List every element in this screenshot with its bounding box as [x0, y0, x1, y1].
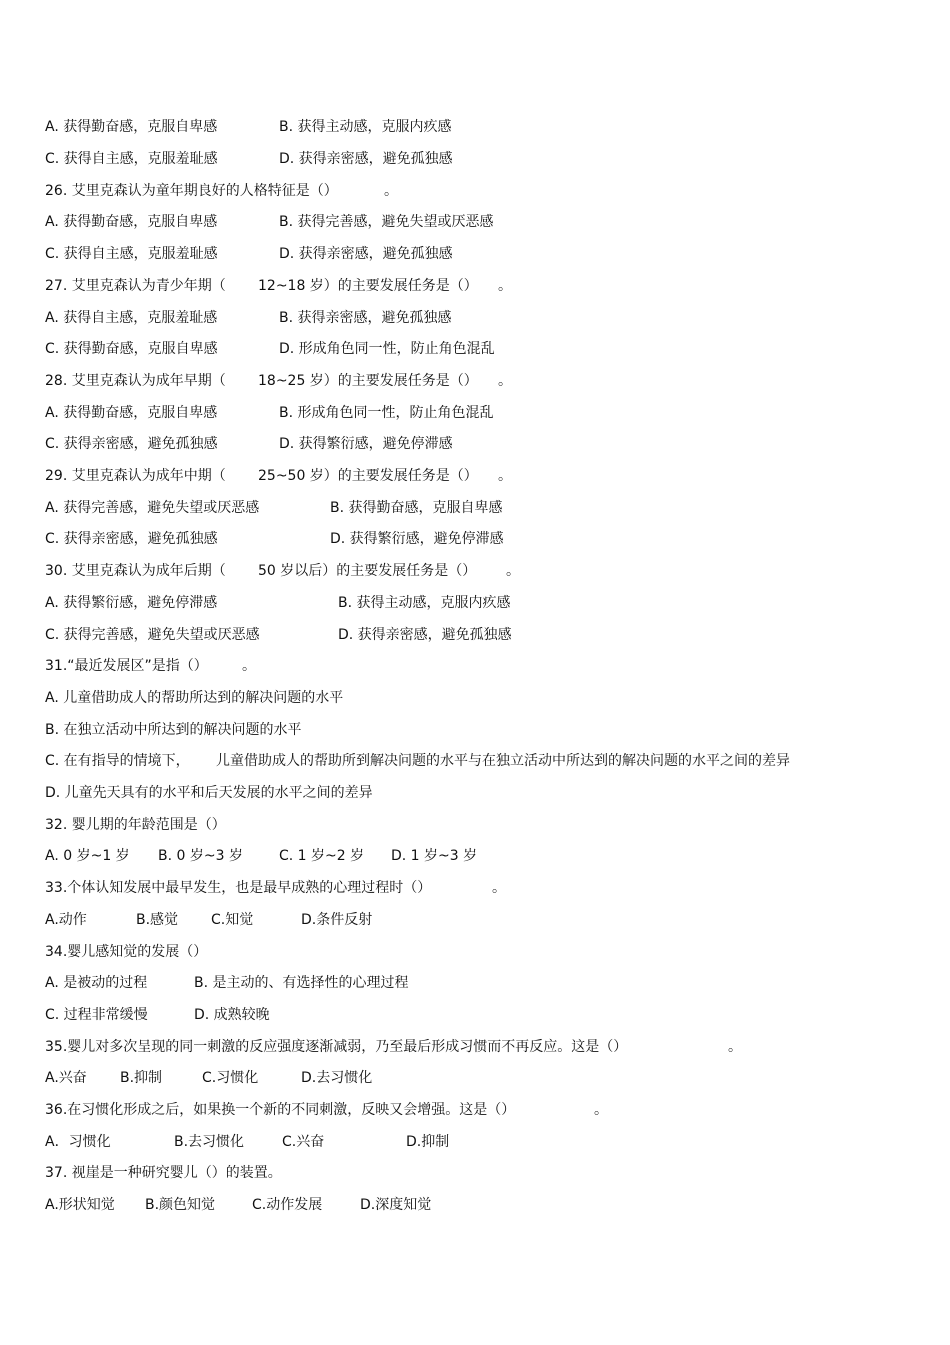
- option-c: C. 获得自主感，克服羞耻感: [45, 151, 218, 167]
- option-c: C. 在有指导的情境下，: [45, 753, 190, 769]
- option-d: D. 形成角色同一性，防止角色混乱: [279, 341, 495, 357]
- question-text: 37. 视崖是一种研究婴儿（）的装置。: [45, 1165, 282, 1181]
- option-a: A.兴奋: [45, 1070, 87, 1086]
- option-a: A. 儿童借助成人的帮助所达到的解决问题的水平: [45, 690, 344, 706]
- option-d: D. 儿童先天具有的水平和后天发展的水平之间的差异: [45, 785, 373, 801]
- option-c: C.习惯化: [202, 1070, 259, 1086]
- question-text: 35.婴儿对多次呈现的同一刺激的反应强度逐渐减弱，乃至最后形成习惯而不再反应。这是（）: [45, 1039, 628, 1055]
- option-b: B. 0 岁~3 岁: [158, 848, 243, 864]
- option-b: B. 获得亲密感，避免孤独感: [279, 310, 452, 326]
- option-d: D.条件反射: [301, 912, 373, 928]
- option-c: C. 获得勤奋感，克服自卑感: [45, 341, 218, 357]
- question-text-cont: 12~18 岁）的主要发展任务是（）: [258, 278, 478, 294]
- question-text-cont: 25~50 岁）的主要发展任务是（）: [258, 468, 478, 484]
- question-end-mark: 。: [492, 880, 506, 896]
- option-a: A. 获得勤奋感，克服自卑感: [45, 119, 218, 135]
- question-text-cont: 50 岁以后）的主要发展任务是（）: [258, 563, 477, 579]
- option-b: B. 获得主动感，克服内疚感: [338, 595, 511, 611]
- option-b: B. 获得勤奋感，克服自卑感: [330, 500, 503, 516]
- question-text: 30. 艾里克森认为成年后期（: [45, 563, 226, 579]
- question-text: 28. 艾里克森认为成年早期（: [45, 373, 226, 389]
- option-b: B. 获得主动感，克服内疚感: [279, 119, 452, 135]
- option-a: A.形状知觉: [45, 1197, 115, 1213]
- option-b: B.感觉: [136, 912, 179, 928]
- option-a: A. 0 岁~1 岁: [45, 848, 130, 864]
- option-d: D. 获得亲密感，避免孤独感: [279, 151, 453, 167]
- option-c: C.兴奋: [282, 1134, 325, 1150]
- question-end-mark: 。: [594, 1102, 608, 1118]
- option-d: D. 1 岁~3 岁: [391, 848, 478, 864]
- option-d: D.抑制: [406, 1134, 450, 1150]
- question-text: 32. 婴儿期的年龄范围是（）: [45, 817, 226, 833]
- question-end-mark: 。: [498, 373, 512, 389]
- question-text: 31.“最近发展区”是指（）: [45, 658, 208, 674]
- option-a: A. 获得完善感，避免失望或厌恶感: [45, 500, 260, 516]
- option-a: A. 获得繁衍感，避免停滞感: [45, 595, 218, 611]
- option-c: C. 获得完善感，避免失望或厌恶感: [45, 627, 260, 643]
- option-a: A. 获得勤奋感，克服自卑感: [45, 405, 218, 421]
- option-b: B. 在独立活动中所达到的解决问题的水平: [45, 722, 302, 738]
- question-text: 27. 艾里克森认为青少年期（: [45, 278, 226, 294]
- option-a: A．习惯化: [45, 1134, 111, 1150]
- option-d: D. 获得亲密感，避免孤独感: [338, 627, 512, 643]
- question-end-mark: 。: [384, 183, 398, 199]
- question-end-mark: 。: [506, 563, 520, 579]
- option-a: A. 获得自主感，克服羞耻感: [45, 310, 218, 326]
- question-end-mark: 。: [498, 468, 512, 484]
- option-d: D. 获得亲密感，避免孤独感: [279, 246, 453, 262]
- option-c: C.动作发展: [252, 1197, 323, 1213]
- option-a: A. 是被动的过程: [45, 975, 148, 991]
- question-text: 33.个体认知发展中最早发生，也是最早成熟的心理过程时（）: [45, 880, 432, 896]
- option-c: C. 获得亲密感，避免孤独感: [45, 531, 218, 547]
- option-b: B.颜色知觉: [145, 1197, 216, 1213]
- question-text: 26. 艾里克森认为童年期良好的人格特征是（）: [45, 183, 338, 199]
- option-c-cont: 儿童借助成人的帮助所到解决问题的水平与在独立活动中所达到的解决问题的水平之间的差异: [216, 753, 790, 769]
- question-text-cont: 18~25 岁）的主要发展任务是（）: [258, 373, 478, 389]
- option-d: D. 成熟较晚: [194, 1007, 270, 1023]
- option-d: D. 获得繁衍感，避免停滞感: [279, 436, 453, 452]
- option-c: C. 过程非常缓慢: [45, 1007, 148, 1023]
- option-b: B. 获得完善感，避免失望或厌恶感: [279, 214, 494, 230]
- option-c: C. 获得自主感，克服羞耻感: [45, 246, 218, 262]
- option-b: B. 形成角色同一性，防止角色混乱: [279, 405, 494, 421]
- option-d: D.深度知觉: [360, 1197, 432, 1213]
- option-a: A.动作: [45, 912, 87, 928]
- option-c: C.知觉: [211, 912, 254, 928]
- question-text: 36.在习惯化形成之后，如果换一个新的不同刺激，反映又会增强。这是（）: [45, 1102, 516, 1118]
- question-end-mark: 。: [728, 1039, 742, 1055]
- option-b: B. 是主动的、有选择性的心理过程: [194, 975, 409, 991]
- option-a: A. 获得勤奋感，克服自卑感: [45, 214, 218, 230]
- option-d: D.去习惯化: [301, 1070, 373, 1086]
- question-text: 34.婴儿感知觉的发展（）: [45, 944, 208, 960]
- option-b: B.去习惯化: [174, 1134, 245, 1150]
- option-b: B.抑制: [120, 1070, 163, 1086]
- question-end-mark: 。: [498, 278, 512, 294]
- question-text: 29. 艾里克森认为成年中期（: [45, 468, 226, 484]
- option-c: C. 获得亲密感，避免孤独感: [45, 436, 218, 452]
- option-c: C. 1 岁~2 岁: [279, 848, 365, 864]
- question-end-mark: 。: [242, 658, 256, 674]
- option-d: D. 获得繁衍感，避免停滞感: [330, 531, 504, 547]
